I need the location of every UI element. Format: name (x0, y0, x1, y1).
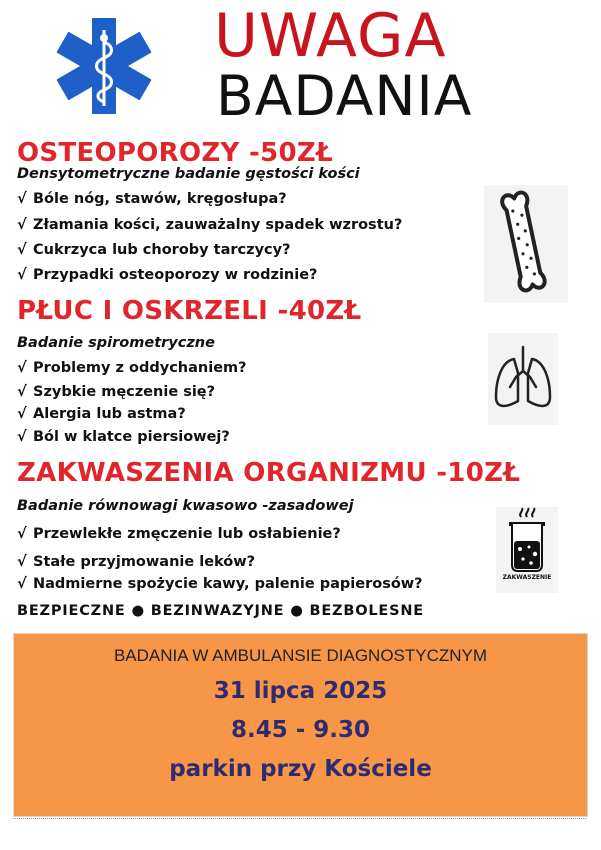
event-intro: BADANIA W AMBULANSIE DIAGNOSTYCZNYM (113, 646, 488, 665)
check-mark: √ (17, 526, 27, 542)
list-item: √ Bóle nóg, stawów, kręgosłupa? (17, 191, 287, 207)
title-badania: BADANIA (216, 64, 473, 128)
check-mark: √ (17, 384, 27, 400)
list-item: √ Przypadki osteoporozy w rodzinie? (17, 267, 318, 283)
list-item: √ Nadmierne spożycie kawy, palenie papierosów? (17, 576, 423, 592)
section-subtitle-lungs: Badanie spirometryczne (17, 335, 215, 351)
check-mark: √ (17, 267, 27, 283)
list-item: √ Cukrzyca lub choroby tarczycy? (17, 242, 291, 258)
check-mark: √ (17, 360, 27, 376)
list-item: √ Alergia lub astma? (17, 406, 186, 422)
title-uwaga: UWAGA (214, 1, 447, 71)
event-time: 8.45 - 9.30 (230, 717, 371, 743)
event-box (13, 633, 588, 817)
section-subtitle-osteoporosis: Densytometryczne badanie gęstości kości (17, 166, 360, 182)
list-item: √ Szybkie męczenie się? (17, 384, 216, 400)
check-mark: √ (17, 429, 27, 445)
page-border-line (13, 818, 586, 820)
section-heading-acidification: ZAKWASZENIA ORGANIZMU -10ZŁ (17, 458, 521, 488)
check-mark: √ (17, 191, 27, 207)
section-heading-osteoporosis: OSTEOPOROZY -50ZŁ (17, 138, 334, 168)
section-subtitle-acidification: Badanie równowagi kwasowo -zasadowej (17, 498, 354, 514)
bone-icon (484, 185, 568, 303)
star-of-life-icon (54, 16, 154, 116)
features-line: BEZPIECZNE ● BEZINWAZYJNE ● BEZBOLESNE (17, 603, 424, 619)
event-date: 31 lipca 2025 (213, 678, 388, 704)
list-item: √ Przewlekłe zmęczenie lub osłabienie? (17, 526, 341, 542)
list-item: √ Stałe przyjmowanie leków? (17, 554, 256, 570)
check-mark: √ (17, 217, 27, 233)
check-mark: √ (17, 406, 27, 422)
list-item: √ Złamania kości, zauważalny spadek wzrostu? (17, 217, 403, 233)
lungs-icon (488, 333, 558, 425)
list-item: √ Problemy z oddychaniem? (17, 360, 247, 376)
beaker-icon-caption: ZAKWASZENIE (502, 574, 552, 581)
section-heading-lungs: PŁUC I OSKRZELI -40ZŁ (17, 296, 362, 326)
beaker-icon (496, 507, 558, 593)
check-mark: √ (17, 242, 27, 258)
list-item: √ Ból w klatce piersiowej? (17, 429, 230, 445)
event-place: parkin przy Kościele (169, 756, 432, 782)
check-mark: √ (17, 576, 27, 592)
check-mark: √ (17, 554, 27, 570)
